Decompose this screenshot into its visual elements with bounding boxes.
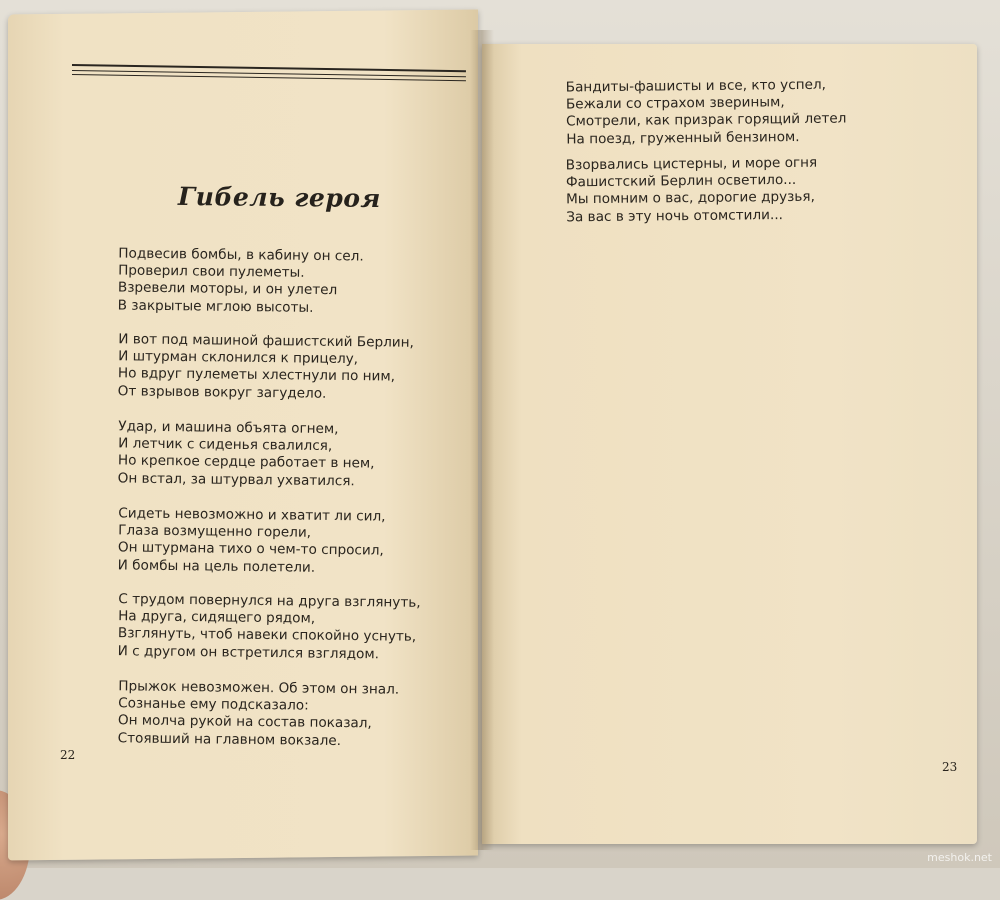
poem-line: Бежали со страхом звериным, (565, 94, 785, 113)
stanza (118, 418, 375, 490)
poem-line: Но вдруг пулеметы хлестнули по ним, (117, 365, 396, 385)
page-number-left: 22 (60, 748, 76, 762)
poem-line: И вот под машиной фашистский Берлин, (118, 331, 414, 351)
stanza (118, 331, 414, 403)
poem-line: Глаза возмущенно горели, (118, 522, 312, 541)
poem-line: В закрытые мглою высоты. (117, 297, 314, 316)
poem-line: Удар, и машина объята огнем, (118, 418, 339, 438)
poem-line: Проверил свои пулеметы. (118, 262, 305, 281)
poem-line: Сознанье ему подсказало: (118, 695, 309, 714)
poem-line: От взрывов вокруг загудело. (117, 382, 327, 402)
watermark: meshok.net (927, 851, 992, 864)
page-number-right: 23 (942, 760, 958, 774)
stanza (566, 155, 818, 226)
poem-line: И бомбы на цель полетели. (117, 556, 316, 576)
poem-line: И штурман склонился к прицелу, (118, 348, 359, 368)
poem-line: И с другом он встретился взглядом. (117, 642, 380, 662)
poem-line: Мы помним о вас, дорогие друзья, (566, 189, 815, 208)
stanza (118, 591, 421, 664)
poem-line: Взревели моторы, и он улетел (117, 279, 338, 299)
poem-line: На поезд, груженный бензином. (566, 128, 800, 148)
poem-line: За вас в эту ночь отомстили... (566, 206, 784, 225)
poem-title: Гибель героя (177, 181, 382, 214)
stanza (118, 246, 364, 318)
stanza (118, 678, 400, 750)
poem-line: Стоявший на главном вокзале. (117, 729, 342, 749)
poem-line: Он встал, за штурвал ухватился. (117, 470, 355, 489)
poem-line: Бандиты-фашисты и все, кто успел, (565, 76, 827, 96)
poem-line: Смотрели, как призрак горящий летел (566, 110, 847, 130)
stanza (118, 505, 386, 577)
book-spine (470, 30, 494, 850)
poem-line: Взорвались цистерны, и море огня (565, 154, 818, 174)
poem-line: Но крепкое сердце работает в нем, (117, 452, 375, 472)
poem-line: Взглянуть, чтоб навеки спокойно уснуть, (117, 625, 417, 646)
poem-line: Он штурмана тихо о чем-то спросил, (117, 539, 384, 560)
poem-line: С трудом повернулся на друга взглянуть, (118, 591, 421, 611)
poem-line: Сидеть невозможно и хватит ли сил, (118, 505, 386, 525)
poem-line: Прыжок невозможен. Об этом он знал. (118, 678, 400, 698)
poem-line: Подвесив бомбы, в кабину он сел. (118, 245, 364, 265)
poem-line: Он молча рукой на состав показал, (117, 712, 372, 732)
poem-line: На друга, сидящего рядом, (118, 608, 316, 627)
poem-line: Фашистский Берлин осветило... (565, 172, 797, 191)
poem-line: И летчик с сиденья свалился, (118, 435, 333, 455)
stanza (566, 77, 847, 149)
